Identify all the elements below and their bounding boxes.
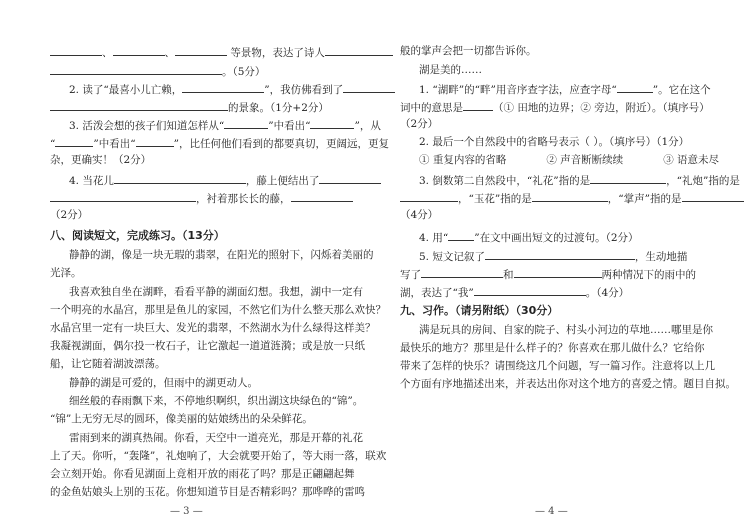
- q4-line-1: 4. 当花儿 ，藤上便结出了: [69, 172, 381, 188]
- q2-line-1: 2. 读了“最喜小儿亡赖， ”，我仿佛看到了: [69, 81, 395, 97]
- passage-p2-line-1: 我喜欢独自坐在湖畔，看看平静的湖面幻想。我想，湖中一定有: [69, 286, 363, 298]
- passage-p5-line-3: 会立刻开始。你看见湖面上竟相开放的雨花了吗？那是正翩翩起舞: [50, 468, 355, 480]
- passage-p5-line-2: 上了天。你听，“轰隆”，礼炮响了，大会就要开始了，等大雨一落，联欢: [50, 450, 387, 462]
- rq1-line-1: 1. “湖畔”的“畔”用音序查字法，应查字母“ ”。它在这个: [419, 81, 711, 97]
- rq1-line-3: （2分）: [400, 118, 439, 130]
- passage-p2-line-4: 我凝视湖面，偶尔投一枚石子，让它激起一道道涟漪；或是放一只纸: [50, 340, 365, 352]
- q3-line-3: 杂，更确实！（2分）: [50, 154, 152, 166]
- q3-line-2: “ ”中看出“ ”，比任何他们看到的都要真切，更阔远，更复: [50, 135, 389, 151]
- writing-prompt-line-1: 满是玩具的房间、自家的院子、村头小河边的草地……哪里是你: [419, 324, 713, 336]
- page-number-3: — 3 —: [170, 506, 203, 517]
- rq5-line-1: 5. 短文记叙了 ，生动地描: [419, 248, 687, 264]
- writing-prompt-line-4: 个方面有序地描述出来，并表达出你对这个地方的喜爱之情。题目自拟。: [400, 378, 736, 390]
- poem-question-line-1: 、 、 等景物，表达了诗人: [50, 44, 393, 60]
- writing-prompt-line-3: 带来了怎样的快乐？请围绕这几个问题，写一篇习作。注意将以上几: [400, 360, 715, 372]
- passage-p3-line-1: 静静的湖是可爱的，但雨中的湖更动人。: [69, 377, 258, 389]
- rq2-line-1: 2. 最后一个自然段中的省略号表示（ ）。（填序号）（1分）: [419, 136, 690, 148]
- page-number-4: — 4 —: [535, 506, 568, 517]
- passage-p2-line-3: 水晶宫里一定有一块巨大、发光的翡翠，不然湖水为什么绿得这样美？: [50, 322, 376, 334]
- writing-prompt-line-2: 最快乐的地方？那里是什么样子的？你喜欢在那儿做什么？它给你: [400, 342, 705, 354]
- poem-question-line-2: 。（5分）: [50, 63, 265, 79]
- passage-p1-line-2: 光泽。: [50, 267, 82, 279]
- right-page: [375, 0, 750, 530]
- rq3-line-3: （4分）: [400, 209, 439, 221]
- rq1-line-2: 词中的意思是 （① 田地的边界；② 旁边，附近）。（填序号）: [400, 99, 710, 115]
- rq5-line-2: 写了 和 两种情况下的雨中的: [400, 266, 696, 282]
- q3-line-1: 3. 活泼会想的孩子们知道怎样从“ ”中看出“ ”，从: [69, 117, 381, 133]
- rq3-line-2: ，“玉花”指的是 ，“掌声”指的是: [400, 190, 744, 206]
- passage-p2-line-5: 船，让它随着湖波漂荡。: [50, 358, 166, 370]
- passage-p5-line-1: 雷雨到来的湖真热闹。你看，天空中一道亮光，那是开幕的礼花: [69, 432, 363, 444]
- section-9-heading: 九、习作。（请另附纸）（30分）: [400, 304, 559, 317]
- rq3-line-1: 3. 倒数第二自然段中，“礼花”指的是 ，“礼炮”指的是: [419, 172, 740, 188]
- q2-line-2: 的景象。（1分+2分）: [50, 99, 329, 115]
- passage-p1-line-1: 静静的湖，像是一块无瑕的翡翠，在阳光的照射下，闪烁着美丽的: [69, 249, 374, 261]
- q4-line-2: ，衬着那长长的藤，: [50, 190, 353, 206]
- passage-p2-line-2: 一个明亮的水晶宫，那里是鱼儿的家园，不然它们为什么整天那么欢快？: [50, 304, 386, 316]
- passage-final-line: 湖是美的……: [419, 64, 482, 76]
- passage-p4-line-1: 细丝般的春雨飘下来，不停地织啊织，织出湖这块绿色的“锦”。: [69, 395, 364, 407]
- passage-continued-line: 般的掌声会把一切都告诉你。: [400, 45, 537, 57]
- rq5-line-3: 湖，表达了“我” 。（4分）: [400, 284, 629, 300]
- section-8-heading: 八、阅读短文，完成练习。（13分）: [50, 229, 225, 242]
- q4-line-3: （2分）: [50, 209, 89, 221]
- rq4-line: 4. 用“ ”在文中画出短文的过渡句。（2分）: [419, 229, 639, 245]
- passage-p5-line-4: 的金鱼姑娘头上别的玉花。你想知道节目是否精彩吗？那哗哗的雷鸣: [50, 486, 365, 498]
- rq2-options: ① 重复内容的省略 ② 声音断断续续 ③ 语意未尽: [419, 154, 720, 166]
- passage-p4-line-2: “锦”上无穷无尽的圆环，像美丽的姑娘绣出的朵朵鲜花。: [50, 413, 313, 425]
